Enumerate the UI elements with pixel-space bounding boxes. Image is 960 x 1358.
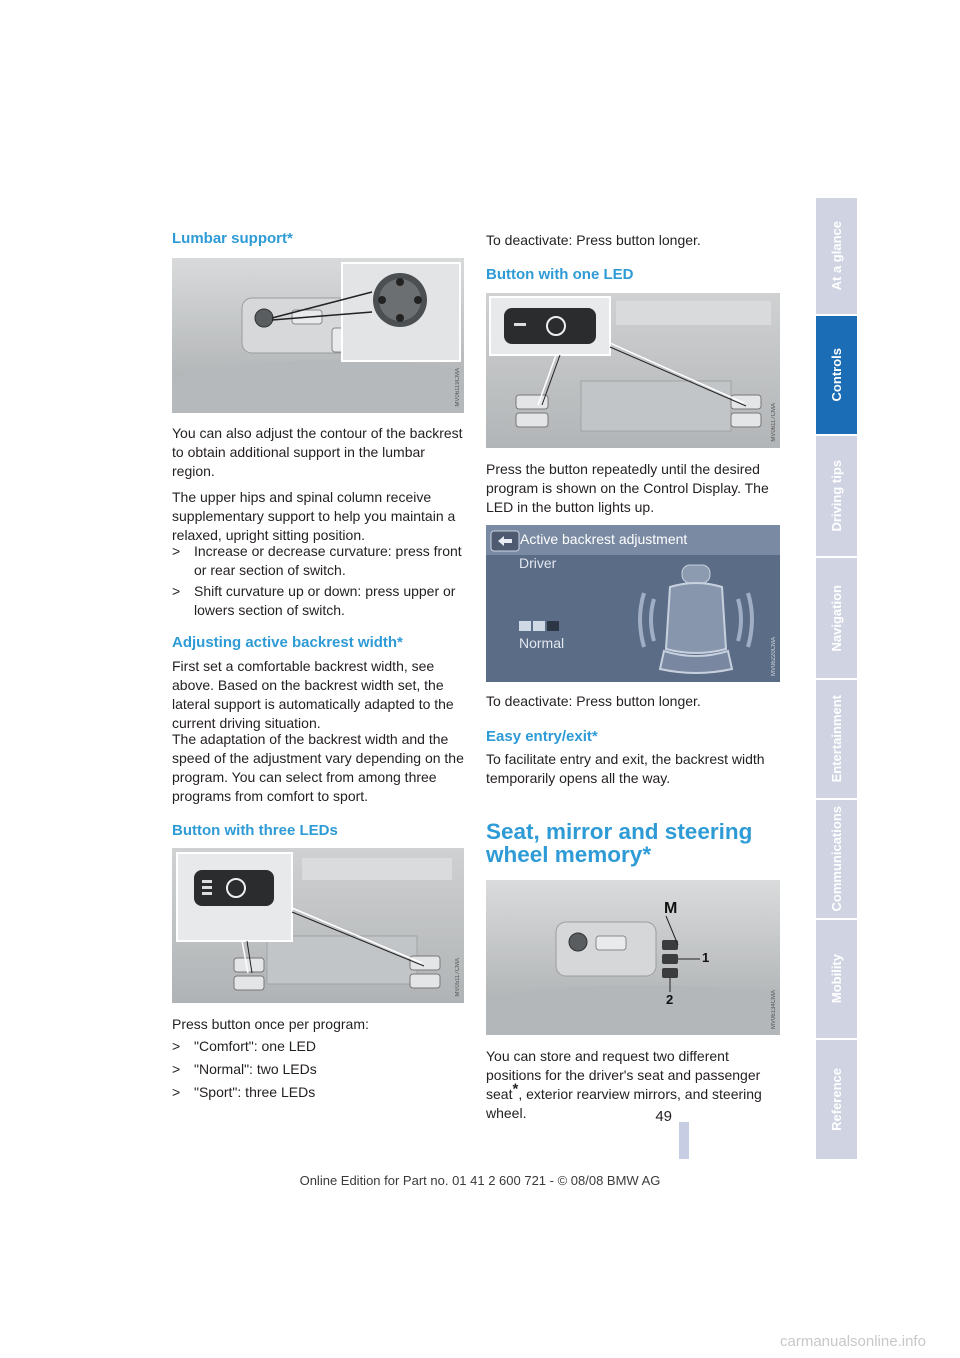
figure-code: MV05117CMA <box>455 958 461 997</box>
three-led-illustration <box>172 848 464 1003</box>
bullet-marker: > <box>172 1084 181 1100</box>
deactivate-text-2: To deactivate: Press button longer. <box>486 693 701 709</box>
bullet-marker: > <box>172 1038 181 1054</box>
lumbar-paragraph-2: The upper hips and spinal column receive supplementary support to help you maintain a relaxed, upright sitting position. <box>172 489 456 543</box>
control-display-mode: Normal <box>519 635 565 651</box>
active-backrest-paragraph-1: First set a comfortable backrest width, see above. Based on the backrest width set, the lateral support is automatically adapted to the current driving situation. <box>172 658 454 731</box>
lumbar-paragraph-1: You can also adjust the contour of the backrest to obtain additional support in the lumbar region. <box>172 425 463 479</box>
tab-label: Communications <box>829 806 844 912</box>
lumbar-switch-figure <box>172 258 464 413</box>
tab-label: Entertainment <box>829 695 844 783</box>
memory-button-label-m: M <box>664 900 678 917</box>
control-display-title: Active backrest adjustment <box>520 531 688 547</box>
three-led-bullet <box>172 1083 466 1102</box>
easy-entry-heading: Easy entry/exit* <box>486 728 598 745</box>
tab-navigation[interactable] <box>816 558 857 678</box>
tab-at-a-glance[interactable] <box>816 198 857 314</box>
tab-controls[interactable] <box>816 316 857 434</box>
three-led-heading: Button with three LEDs <box>172 822 338 839</box>
optional-equipment-star: * <box>512 1080 519 1098</box>
lumbar-bullet <box>172 582 466 620</box>
one-led-heading: Button with one LED <box>486 266 634 283</box>
lumbar-switch-illustration <box>172 258 464 413</box>
figure-code: MV06119CMA <box>455 368 461 407</box>
three-led-bullet <box>172 1037 466 1056</box>
one-led-paragraph: Press the button repeatedly until the desired program is shown on the Control Display. The LED in the button lights up. <box>486 461 769 515</box>
bullet-text: Shift curvature up or down: press upper or lowers section of switch. <box>194 583 456 618</box>
memory-paragraph-part-2: , exterior rearview mirrors, and steering wheel. <box>486 1086 762 1121</box>
memory-paragraph-part-1: You can store and request two different positions for the driver's seat and passenger seat <box>486 1048 761 1102</box>
one-led-figure <box>486 293 780 448</box>
seat-icon <box>634 563 758 675</box>
figure-code: MV06220CMA <box>771 636 777 676</box>
memory-buttons-illustration <box>486 880 780 1035</box>
memory-heading-line-2: wheel memory* <box>486 842 652 867</box>
page-number: 49 <box>655 1108 672 1125</box>
control-display-figure <box>486 525 780 682</box>
one-led-illustration <box>486 293 780 448</box>
tab-communications[interactable] <box>816 800 857 918</box>
active-backrest-paragraph-2: The adaptation of the backrest width and the speed of the adjustment vary depending on the program. You can select from among three programs from comfort to sport. <box>172 731 464 804</box>
control-display-driver: Driver <box>519 555 557 571</box>
led-level-indicator <box>519 621 575 631</box>
bullet-marker: > <box>172 1061 181 1077</box>
tab-mobility[interactable] <box>816 920 857 1038</box>
figure-code: MV06117CMA <box>771 403 777 442</box>
bullet-marker: > <box>172 583 181 599</box>
memory-button-label-2: 2 <box>666 992 674 1007</box>
tab-label: Reference <box>829 1068 844 1131</box>
tab-reference[interactable] <box>816 1040 857 1159</box>
memory-button-label-1: 1 <box>702 950 710 965</box>
tab-entertainment[interactable] <box>816 680 857 798</box>
footer-edition-note: Online Edition for Part no. 01 41 2 600 721 - © 08/08 BMW AG <box>299 1173 661 1188</box>
bullet-text: "Normal": two LEDs <box>194 1061 317 1077</box>
tab-label: Driving tips <box>829 460 844 532</box>
bullet-text: "Sport": three LEDs <box>194 1084 316 1100</box>
watermark: carmanualsonline.info <box>780 1333 926 1350</box>
bullet-text: "Comfort": one LED <box>194 1038 316 1054</box>
lumbar-heading: Lumbar support* <box>172 230 293 247</box>
three-led-figure <box>172 848 464 1003</box>
figure-code: MV06134CMA <box>771 989 777 1029</box>
easy-entry-paragraph: To facilitate entry and exit, the backrest width temporarily opens all the way. <box>486 751 765 786</box>
memory-figure <box>486 880 780 1035</box>
tab-label: Controls <box>829 348 844 402</box>
three-led-bullet <box>172 1060 466 1079</box>
back-arrow-icon <box>490 530 520 552</box>
active-backrest-heading: Adjusting active backrest width* <box>172 634 403 651</box>
tab-label: Mobility <box>829 954 844 1004</box>
tab-label: Navigation <box>829 584 844 652</box>
chapter-sidebar <box>816 198 857 1159</box>
three-led-paragraph: Press button once per program: <box>172 1016 369 1032</box>
lumbar-bullet <box>172 542 466 580</box>
tab-driving-tips[interactable] <box>816 436 857 556</box>
memory-heading-line-1: Seat, mirror and steering <box>486 819 753 844</box>
bullet-text: Increase or decrease curvature: press front or rear section of switch. <box>194 543 462 578</box>
bullet-marker: > <box>172 543 181 559</box>
tab-label: At a glance <box>829 221 844 291</box>
deactivate-text-1: To deactivate: Press button longer. <box>486 232 701 248</box>
page-number-bar <box>679 1122 689 1159</box>
